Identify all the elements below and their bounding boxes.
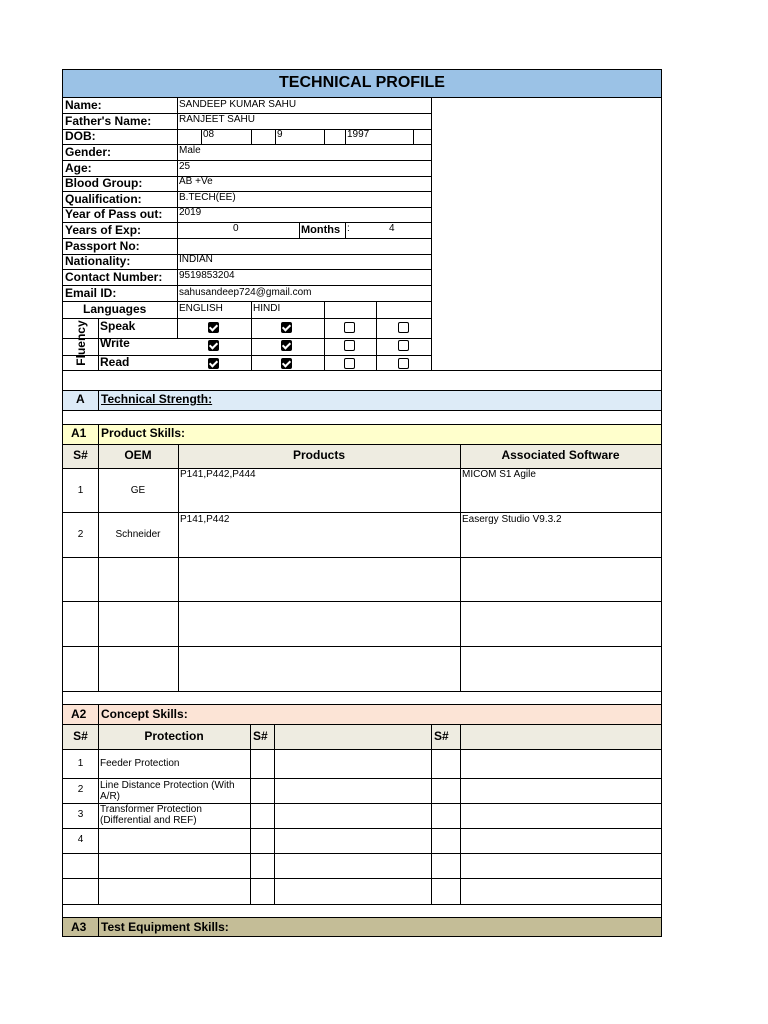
fluency-label: Fluency <box>74 320 88 366</box>
a3-title: Test Equipment Skills: <box>101 920 229 934</box>
languages-label: Languages <box>83 302 147 316</box>
name-label: Name: <box>65 98 102 112</box>
write-checkbox-2[interactable] <box>281 340 292 351</box>
a2-row2-sno: 2 <box>77 784 84 795</box>
write-checkbox-3[interactable] <box>344 340 355 351</box>
section-a-title: Technical Strength: <box>101 392 213 406</box>
a1-row1-oem: GE <box>130 485 146 496</box>
email-value: sahusandeep724@gmail.com <box>179 287 312 298</box>
gender-value: Male <box>179 145 201 156</box>
pass-out-label: Year of Pass out: <box>65 207 163 221</box>
a1-header-oem: OEM <box>124 448 152 462</box>
a2-row3-sno: 3 <box>77 809 84 820</box>
a1-row2-sno: 2 <box>77 529 84 540</box>
a2-header-sno-2: S# <box>253 729 268 743</box>
a1-row2-software: Easergy Studio V9.3.2 <box>462 514 562 525</box>
a3-code: A3 <box>71 920 87 934</box>
a1-header-sno: S# <box>73 448 88 462</box>
a2-row2-text: Line Distance Protection (With A/R) <box>100 780 235 802</box>
language-col-1: ENGLISH <box>179 303 223 314</box>
a1-row2-products: P141,P442 <box>180 514 230 525</box>
passport-label: Passport No: <box>65 239 140 253</box>
page-title: TECHNICAL PROFILE <box>279 74 445 91</box>
a2-row1-sno: 1 <box>77 758 84 769</box>
months-colon: : <box>347 223 350 234</box>
experience-months: 4 <box>389 223 395 234</box>
a1-row1-products: P141,P442,P444 <box>180 469 256 480</box>
qualification-label: Qualification: <box>65 192 142 206</box>
name-value: SANDEEP KUMAR SAHU <box>179 99 297 110</box>
a2-header-sno: S# <box>73 729 88 743</box>
speak-checkbox-3[interactable] <box>344 322 355 333</box>
age-value: 25 <box>179 161 191 172</box>
dob-month: 9 <box>277 129 283 140</box>
fluency-write-label: Write <box>100 336 130 350</box>
blood-group-value: AB +Ve <box>179 176 213 187</box>
read-checkbox-2[interactable] <box>281 358 292 369</box>
fluency-read-label: Read <box>100 355 130 369</box>
blood-group-label: Blood Group: <box>65 176 143 190</box>
father-name-label: Father's Name: <box>65 114 152 128</box>
a1-row1-sno: 1 <box>77 485 84 496</box>
gender-label: Gender: <box>65 145 112 159</box>
contact-value: 9519853204 <box>179 270 235 281</box>
contact-label: Contact Number: <box>65 270 163 284</box>
a2-header-protection: Protection <box>144 729 204 743</box>
dob-year: 1997 <box>347 129 370 140</box>
email-label: Email ID: <box>65 286 117 300</box>
section-a-code: A <box>76 392 85 406</box>
speak-checkbox-4[interactable] <box>398 322 409 333</box>
a2-code: A2 <box>71 707 87 721</box>
a1-code: A1 <box>71 426 87 440</box>
experience-years: 0 <box>233 223 239 234</box>
speak-checkbox-2[interactable] <box>281 322 292 333</box>
dob-label: DOB: <box>65 129 96 143</box>
age-label: Age: <box>65 161 92 175</box>
a1-row2-oem: Schneider <box>115 529 161 540</box>
experience-label: Years of Exp: <box>65 223 142 237</box>
a2-title: Concept Skills: <box>101 707 188 721</box>
nationality-value: INDIAN <box>179 254 213 265</box>
months-label: Months <box>301 224 341 236</box>
read-checkbox-4[interactable] <box>398 358 409 369</box>
a1-title: Product Skills: <box>101 426 186 440</box>
speak-checkbox-1[interactable] <box>208 322 219 333</box>
a1-header-software: Associated Software <box>501 448 620 462</box>
father-name-value: RANJEET SAHU <box>179 114 255 125</box>
a2-row3-text: Transformer Protection (Differential and REF) <box>100 804 202 826</box>
nationality-label: Nationality: <box>65 254 131 268</box>
a1-header-products: Products <box>292 448 345 462</box>
language-col-2: HINDI <box>253 303 281 314</box>
write-checkbox-4[interactable] <box>398 340 409 351</box>
fluency-speak-label: Speak <box>100 319 136 333</box>
a2-row1-text: Feeder Protection <box>100 758 180 769</box>
technical-profile-sheet <box>62 69 662 937</box>
a1-row1-software: MICOM S1 Agile <box>462 469 536 480</box>
qualification-value: B.TECH(EE) <box>179 192 236 203</box>
a2-row4-sno: 4 <box>77 834 84 845</box>
a2-header-sno-3: S# <box>434 729 449 743</box>
read-checkbox-3[interactable] <box>344 358 355 369</box>
dob-day: 08 <box>203 129 215 140</box>
write-checkbox-1[interactable] <box>208 340 219 351</box>
read-checkbox-1[interactable] <box>208 358 219 369</box>
pass-out-value: 2019 <box>179 207 202 218</box>
